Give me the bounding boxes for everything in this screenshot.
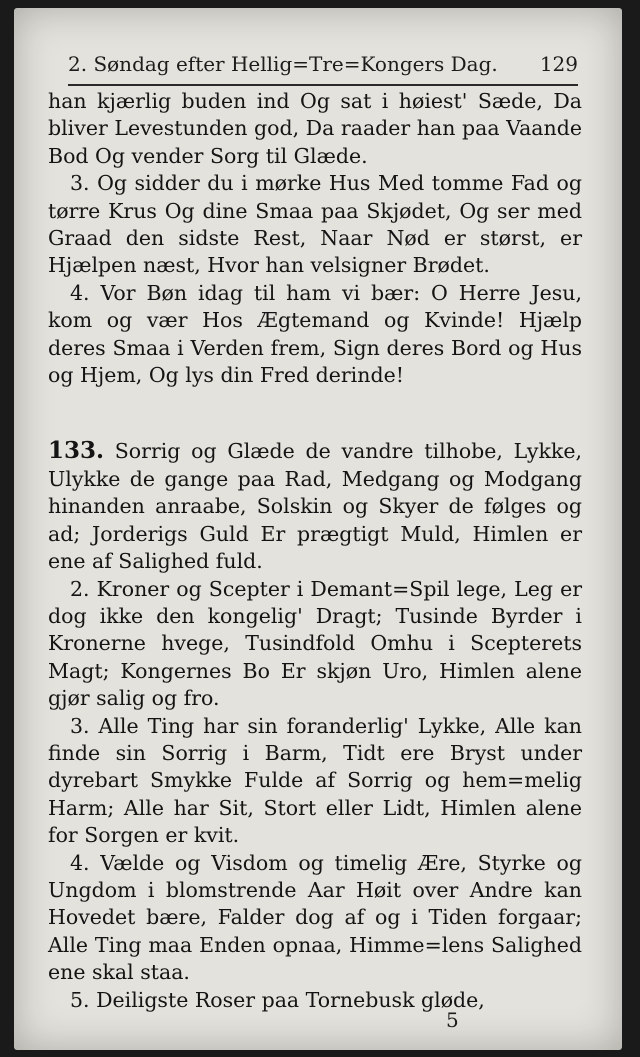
header-rule <box>68 84 578 86</box>
hymn-133-verse-3: 3. Alle Ting har sin foranderlig' Lykke, Alle kan finde sin Sorrig i Barm, Tidt ere Bryst under dyrebart Smykke Fulde af Sorrig og hem=melig Harm; Alle har Sit, Stort eller Lidt, Himlen alene for Sorgen er kvit. <box>48 713 582 848</box>
hymn-133-verse-4: 4. Vælde og Visdom og timelig Ære, Styrke og Ungdom i blomstrende Aar Høit over Andre kan Hovedet bære, Falder dog af og i Tiden forgaar; Alle Ting maa Enden opnaa, Himme=lens Salighed ene skal staa. <box>48 850 582 985</box>
prev-hymn-verse-3: 3. Og sidder du i mørke Hus Med tomme Fad og tørre Krus Og dine Smaa paa Skjødet, Og ser med Graad den sidste Rest, Naar Nød er størst, er Hjælpen næst, Hvor han velsigner Brødet. <box>48 171 582 278</box>
hymn-133-verse-1 <box>48 437 582 575</box>
signature-mark: 5 <box>446 1008 459 1032</box>
hymn-133-verse-1-text: Sorrig og Glæde de vandre tilhobe, Lykke, Ulykke de gange paa Rad, Medgang og Modgang hinanden anraabe, Solskin og Skyer de følges og ad; Jorderigs Guld Er prægtigt Muld, Himlen er ene af Salighed fuld. <box>48 439 582 574</box>
running-header <box>68 52 578 76</box>
header-title: 2. Søndag efter Hellig=Tre=Kongers Dag. <box>68 52 498 76</box>
hymn-number: 133. <box>48 437 105 465</box>
prev-hymn-continuation: han kjærlig buden ind Og sat i høiest' Sæde, Da bliver Levestunden god, Da raader han paa Vaande Bod Og vender Sorg til Glæde. <box>48 89 582 168</box>
prev-hymn-verse-4: 4. Vor Bøn idag til ham vi bær: O Herre Jesu, kom og vær Hos Ægtemand og Kvinde! Hjælp deres Smaa i Verden frem, Sign deres Bord og Hus og Hjem, Og lys din Fred derinde! <box>48 280 582 388</box>
book-page <box>14 8 622 1050</box>
page-number: 129 <box>539 52 578 76</box>
hymn-133-verse-2: 2. Kroner og Scepter i Demant=Spil lege, Leg er dog ikke den kongelig' Dragt; Tusinde Byrder i Kronerne hvege, Tusindfold Omhu i Scepterets Magt; Kongernes Bo Er skjøn Uro, Himlen alene gjør salig og fro. <box>48 576 582 711</box>
hymn-133-verse-5-start: 5. Deiligste Roser paa Tornebusk gløde, <box>70 987 485 1012</box>
page-body <box>48 88 582 1014</box>
